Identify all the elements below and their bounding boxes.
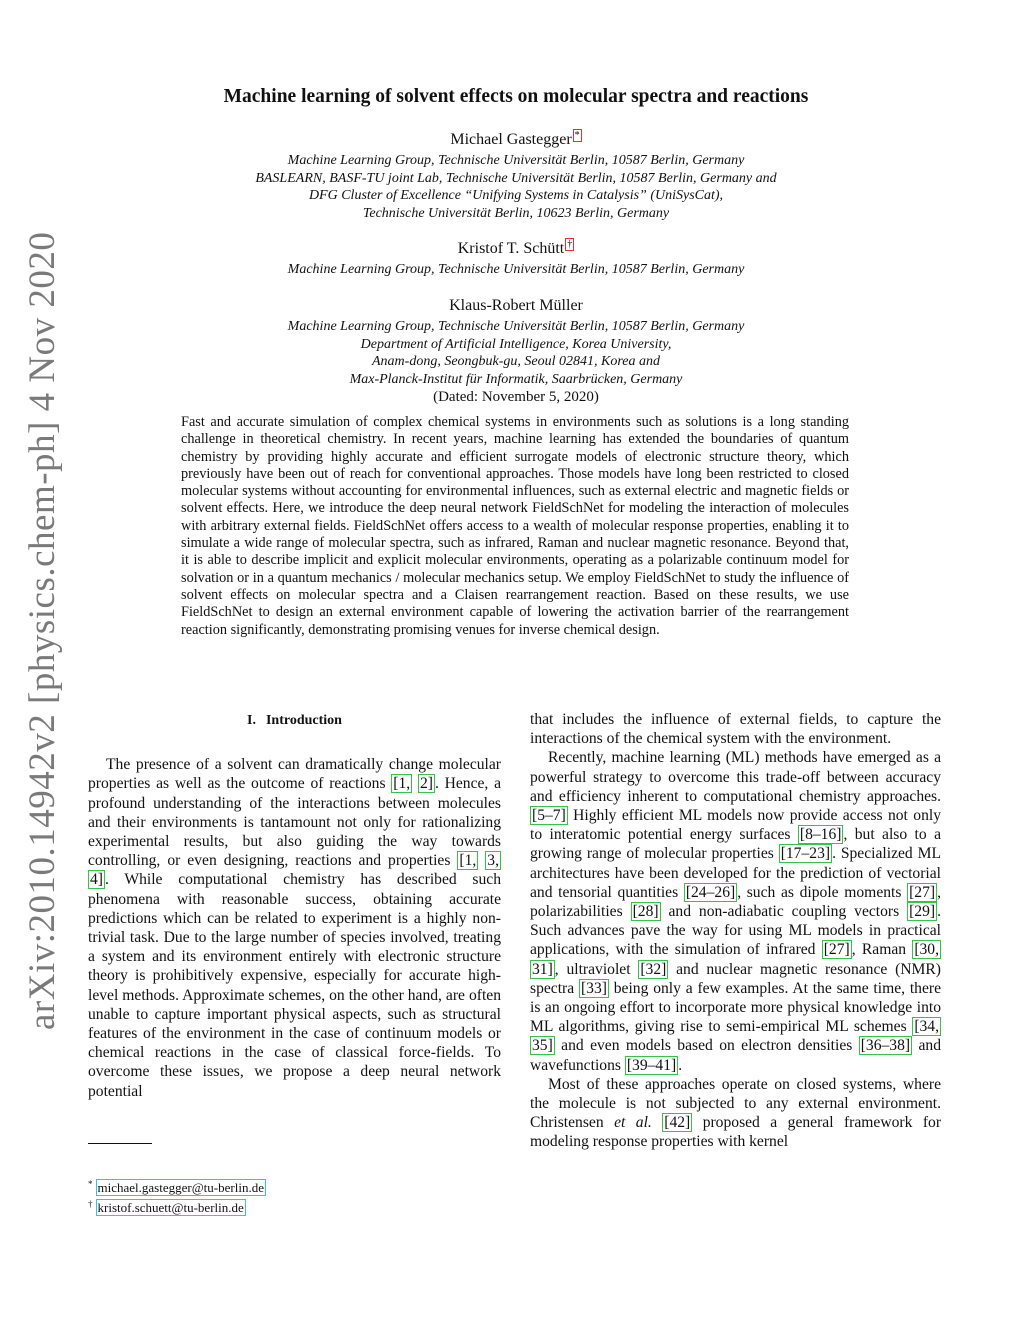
citation-link[interactable]: [27]: [823, 941, 850, 959]
citation-link[interactable]: [27]: [909, 883, 936, 901]
paper-title: Machine learning of solvent effects on molecular spectra and reactions: [223, 86, 809, 107]
citation-link[interactable]: 3,: [487, 852, 499, 870]
email-link[interactable]: michael.gastegger@tu-berlin.de: [97, 1180, 264, 1195]
citation-link[interactable]: [30,: [914, 941, 939, 959]
affiliation: Machine Learning Group, Technische Universität Berlin, 10587 Berlin, Germany: [287, 262, 745, 277]
footnote-rule: [88, 1143, 152, 1144]
citation-link[interactable]: [24–26]: [685, 883, 736, 901]
citation-link[interactable]: [39–41]: [626, 1056, 677, 1074]
footnote: * michael.gastegger@tu-berlin.de: [88, 1179, 264, 1195]
footnote-link[interactable]: †: [567, 239, 573, 250]
author-name: Klaus-Robert Müller: [449, 297, 583, 314]
section-heading: I. Introduction: [247, 713, 342, 728]
affiliation: Anam-dong, Seongbuk-gu, Seoul 02841, Korea and: [372, 354, 660, 369]
right-column: [530, 710, 941, 1152]
affiliation: Machine Learning Group, Technische Universität Berlin, 10587 Berlin, Germany: [287, 153, 745, 168]
arxiv-identifier[interactable]: arXiv:2010.14942v2 [physics.chem-ph] 4 Nov 2020: [22, 231, 63, 1030]
author-block-3: [130, 296, 902, 406]
citation-link[interactable]: [1,: [459, 852, 477, 870]
date-line: (Dated: November 5, 2020): [433, 389, 599, 405]
affiliation: BASLEARN, BASF-TU joint Lab, Technische Universität Berlin, 10587 Berlin, Germany and: [255, 170, 777, 186]
citation-link[interactable]: [34,: [914, 1018, 939, 1036]
left-column: [88, 711, 501, 1101]
author-block-2: [130, 238, 902, 279]
affiliation: Max-Planck-Institut für Informatik, Saarbrücken, Germany: [349, 371, 683, 387]
affiliation: Technische Universität Berlin, 10623 Berlin, Germany: [362, 205, 670, 221]
paragraph: The presence of a solvent can dramatically change molecular properties as well as the outcome of reactions [1, 2] . Hence, a profound understanding of the interactions between molecules and their environments is tantamount not only for rationalizing experimental results, but also guiding the way towards controlling, or even designing, reactions and properties [1, 3, 4] . While computational chemistry has described such phenomena with reasonable success, obtaining accurate predictions which can be related to experiment is a highly non-trivial task. Due to the large number of species involved, treating a system and its environment entirely with electronic structure theory is prohibitively expensive, especially for accurate high-level methods. Approximate schemes, on the other hand, are often unable to capture important physical aspects, such as structural features of the environment in the case of continuum models or chemical reactions in the case of classical force-fields. To overcome these issues, we propose a deep neural network potential: [88, 756, 501, 1100]
citation-link[interactable]: [29]: [909, 903, 936, 921]
paragraph: that includes the influence of external fields, to capture the interactions of the chemical system with the environment.: [530, 711, 941, 748]
footnote: † kristof.schuett@tu-berlin.de: [88, 1199, 244, 1215]
citation-link[interactable]: [17–23]: [780, 845, 831, 863]
author-name: Kristof T. Schütt †: [457, 239, 573, 257]
citation-link[interactable]: [36–38]: [860, 1037, 911, 1055]
abstract: Fast and accurate simulation of complex chemical systems in environments such as solutions is a long standing challenge in theoretical chemistry. In recent years, machine learning has extended the boundaries of quantum chemistry by providing highly accurate and efficient surrogate models of electronic structure theory, which previously have been out of reach for conventional approaches. Those models have long been restricted to closed molecular systems without accounting for environmental influences, such as external electric and magnetic fields or solvent effects. Here, we introduce the deep neural network FieldSchNet for modeling the interaction of molecules with arbitrary external fields. FieldSchNet offers access to a wealth of molecular response properties, enabling it to simulate a wide range of molecular spectra, such as infrared, Raman and nuclear magnetic resonance. Beyond that, it is able to describe implicit and explicit molecular environments, operating as a polarizable continuum model for solvation or in a quantum mechanics / molecular mechanics setup. We employ FieldSchNet to study the influence of solvent effects on molecular spectra and a Claisen rearrangement reaction. Based on these results, we use FieldSchNet to design an external environment capable of lowering the activation barrier of the rearrangement reaction significantly, demonstrating promising venues for inverse chemical design.: [181, 414, 849, 638]
paragraph: Recently, machine learning (ML) methods have emerged as a powerful strategy to overcome this trade-off between accuracy and efficiency inherent to computational chemistry approaches.[5–7] Highly efficient ML models now provide access not only to interatomic potential energy surfaces [8–16] , but also to a growing range of molecular properties [17–23] . Specialized ML architectures have been developed for the prediction of vectorial and tensorial quantities [24–26] , such as dipole moments [27] , polarizabilities [28] and non-adiabatic coupling vectors [29] . Such advances pave the way for using ML models in practical applications, with the simulation of infrared [27] , Raman [30, 31] , ultraviolet [32] and nuclear magnetic resonance (NMR) spectra [33] being only a few examples. At the same time, there is an ongoing effort to incorporate more physical knowledge into ML algorithms, giving rise to semi-empirical ML schemes [34, 35] and even models based on electron densities [36–38] and wavefunctions [39–41] .: [530, 749, 941, 1074]
citation-link[interactable]: 2]: [419, 775, 433, 793]
footnote-link[interactable]: *: [574, 130, 580, 141]
citation-link[interactable]: 4]: [90, 871, 103, 889]
citation-link[interactable]: [5–7]: [532, 807, 566, 825]
citation-link[interactable]: 35]: [532, 1037, 553, 1055]
email-link[interactable]: kristof.schuett@tu-berlin.de: [97, 1200, 244, 1215]
citation-link[interactable]: [33]: [580, 979, 607, 997]
paragraph: Most of these approaches operate on closed systems, where the molecule is not subjected to any external environment. Christensen et al. [42] proposed a general framework for modeling response properties with kernel: [530, 1075, 942, 1151]
citation-link[interactable]: [42]: [664, 1114, 691, 1132]
citation-link[interactable]: [8–16]: [799, 826, 842, 844]
citation-link[interactable]: [1,: [393, 775, 411, 793]
footnotes: [88, 1176, 408, 1216]
citation-link[interactable]: [32]: [640, 960, 667, 978]
citation-link[interactable]: [28]: [632, 903, 659, 921]
affiliation: DFG Cluster of Excellence “Unifying Systems in Catalysis” (UniSysCat),: [308, 188, 724, 203]
affiliation: Machine Learning Group, Technische Universität Berlin, 10587 Berlin, Germany: [287, 319, 745, 334]
affiliation: Department of Artificial Intelligence, Korea University,: [360, 336, 672, 352]
author-name: Michael Gastegger *: [450, 130, 580, 148]
author-block-1: [130, 129, 902, 222]
citation-link[interactable]: 31]: [532, 960, 553, 978]
